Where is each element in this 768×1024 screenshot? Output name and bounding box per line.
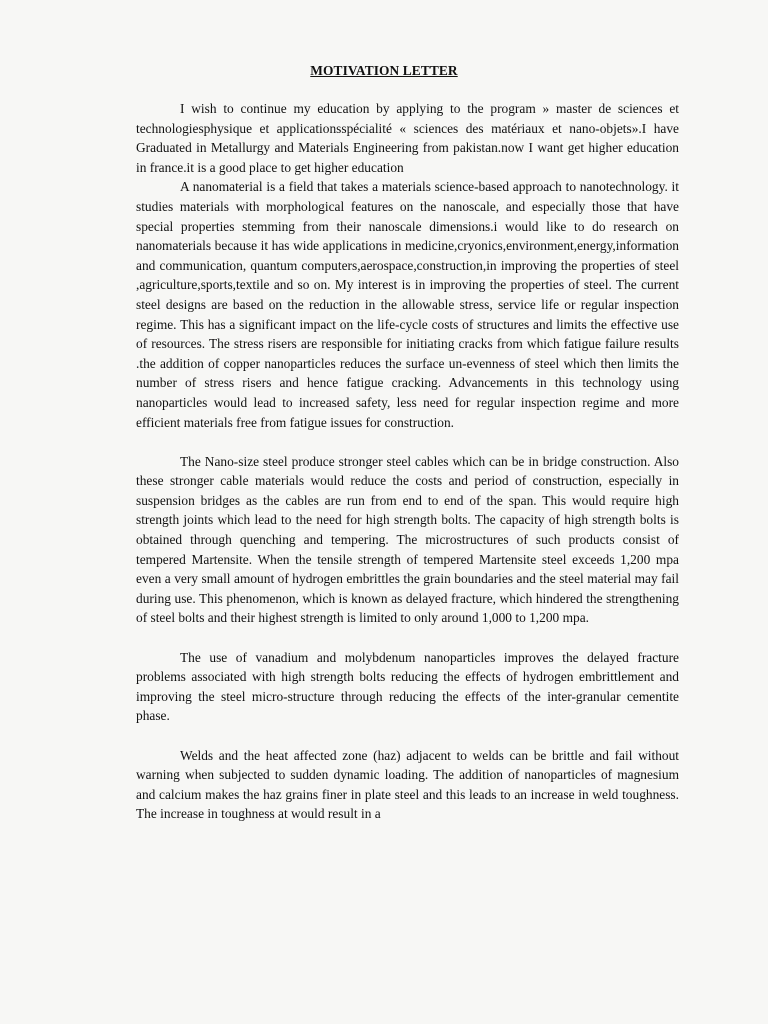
paragraph-nanomaterials: A nanomaterial is a field that takes a materials science-based approach to nanotechnology. it studies materials with morphological features on the nanoscale, and especially those that have special properties stemming from their nanoscale dimensions.i would like to do research on nanomaterials because it has wide applications in medicine,cryonics,environment,energy,information and communication, quantum computers,aerospace,construction,in improving the properties of steel ,agriculture,sports,textile and so on. My interest is in improving the properties of steel. The current steel designs are based on the reduction in the allowable stress, service life or regular inspection regime. This has a significant impact on the life-cycle costs of structures and limits the effective use of resources. The stress risers are responsible for initiating cracks from which fatigue failure results .the addition of copper nanoparticles reduces the surface un-evenness of steel which then limits the number of stress risers and hence fatigue cracking. Advancements in this technology using nanoparticles would lead to increased safety, less need for regular inspection regime and more efficient materials free from fatigue issues for construction. [136, 179, 679, 430]
paragraph-intro: I wish to continue my education by applying to the program » master de sciences et technologiesphysique et applicationsspécialité « sciences des matériaux et nano-objets».I have Graduated in Metallurgy and Materials Engineering from pakistan.now I want get higher education in france.it is a good place to get higher education [136, 101, 679, 175]
paragraph-vanadium: The use of vanadium and molybdenum nanoparticles improves the delayed fracture problems associated with high strength bolts reducing the effects of hydrogen embrittlement and improving the steel micro-structure through reducing the effects of the inter-granular cementite phase. [136, 649, 679, 724]
document-body [136, 99, 679, 824]
document-title: MOTIVATION LETTER [310, 63, 458, 78]
paragraph-steel-cables: The Nano-size steel produce stronger steel cables which can be in bridge construction. Also these stronger cable materials would reduce the costs and period of construction, especially in suspension bridges as the cables are run from end to end of the span. This would require high strength joints which lead to the need for high strength bolts. The capacity of high strength bolts is obtained through quenching and tempering. The microstructures of such products consist of tempered Martensite. When the tensile strength of tempered Martensite steel exceeds 1,200 mpa even a very small amount of hydrogen embrittles the grain boundaries and the steel material may fail during use. This phenomenon, which is known as delayed fracture, which hindered the strengthening of steel bolts and their highest strength is limited to only around 1,000 to 1,200 mpa. [136, 453, 679, 626]
paragraph-welds: Welds and the heat affected zone (haz) adjacent to welds can be brittle and fail without warning when subjected to sudden dynamic loading. The addition of nanoparticles of magnesium and calcium makes the haz grains finer in plate steel and this leads to an increase in weld toughness. The increase in toughness at would result in a [136, 747, 679, 822]
